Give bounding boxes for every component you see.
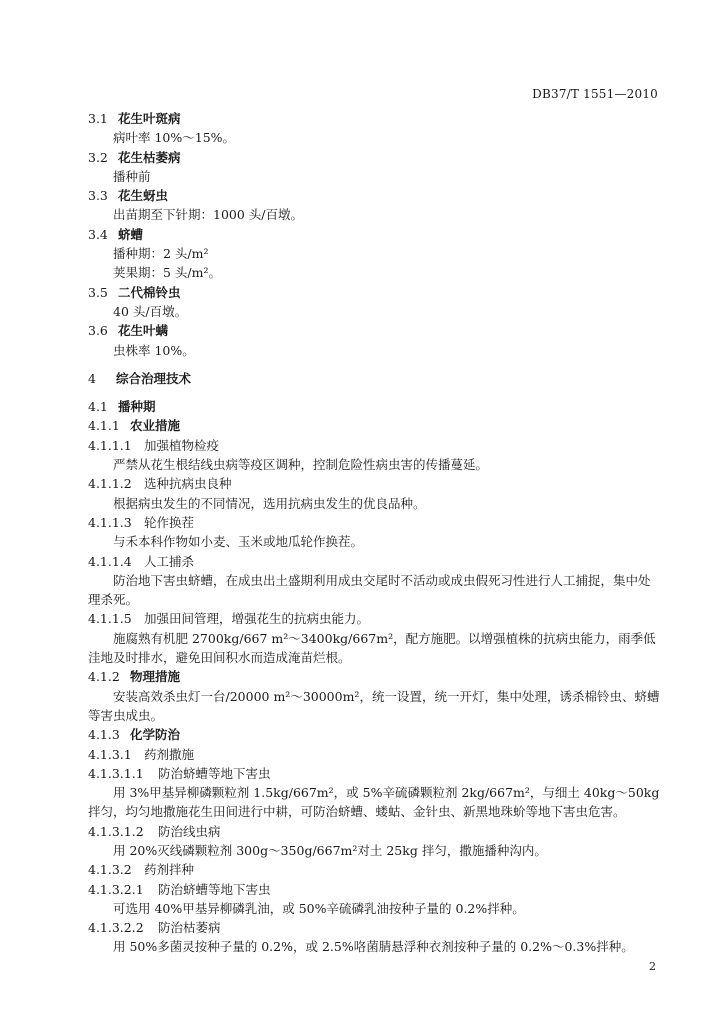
section-heading <box>88 552 660 571</box>
section-title: 药剂拌种 <box>144 862 195 878</box>
section-number: 4.1 <box>88 399 108 415</box>
section-heading <box>88 416 660 435</box>
section-gap <box>88 360 660 369</box>
section-title: 播种期 <box>118 399 156 415</box>
section-heading <box>88 397 660 416</box>
section-number: 3.3 <box>88 188 108 204</box>
section-title: 农业措施 <box>130 418 181 434</box>
section-title: 选种抗病虫良种 <box>144 476 232 492</box>
section-heading <box>88 725 660 744</box>
section-title: 花生叶螨 <box>118 323 169 339</box>
section-heading <box>88 764 660 783</box>
section-number: 4.1.2 <box>88 669 120 685</box>
section-number: 4.1.1.3 <box>88 514 132 530</box>
section-title: 加强田间管理，增强花生的抗病虫能力。 <box>144 611 370 627</box>
body-paragraph: 施腐熟有机肥 2700kg/667 m²～3400kg/667m²，配方施肥。以增强植株的抗病虫能力，雨季低洼地及时排水，避免田间积水而造成淹苗烂根。 <box>88 630 656 666</box>
section-number: 3.1 <box>88 111 108 126</box>
section-title: 人工捕杀 <box>144 553 195 569</box>
body-paragraph: 荚果期：5 头/m²。 <box>113 265 222 281</box>
body-paragraph: 可选用 40%甲基异柳磷乳油，或 50%辛硫磷乳油按种子量的 0.2%拌种。 <box>113 900 525 916</box>
section-heading <box>88 369 660 388</box>
page-number: 2 <box>649 960 656 973</box>
body-paragraph: 根据病虫发生的不同情况，选用抗病虫发生的优良品种。 <box>113 495 426 511</box>
body-paragraph: 40 头/百墩。 <box>113 303 188 319</box>
section-title: 花生蚜虫 <box>118 188 169 204</box>
section-number: 4 <box>88 370 96 386</box>
section-number: 4.1.1.4 <box>88 553 132 569</box>
section-heading <box>88 148 660 167</box>
section-number: 4.1.1.5 <box>88 611 132 627</box>
section-title: 综合治理技术 <box>116 370 192 386</box>
section-heading <box>88 186 660 205</box>
section-number: 4.1.1 <box>88 418 120 434</box>
section-heading <box>88 745 660 764</box>
section-heading <box>88 474 660 493</box>
body-paragraph: 出苗期至下针期：1000 头/百墩。 <box>113 207 303 223</box>
section-number: 4.1.3.2.1 <box>88 881 144 897</box>
section-number: 4.1.1.1 <box>88 437 132 453</box>
section-number: 4.1.3.2 <box>88 862 132 878</box>
section-title: 加强植物检疫 <box>144 437 220 453</box>
section-number: 4.1.3.2.2 <box>88 920 144 936</box>
section-title: 二代棉铃虫 <box>118 284 181 300</box>
section-title: 防治蛴螬等地下害虫 <box>158 881 271 897</box>
section-title: 防治蛴螬等地下害虫 <box>158 765 271 781</box>
section-heading <box>88 918 660 937</box>
section-title: 蛴螬 <box>118 226 144 242</box>
body-paragraph: 用 20%灭线磷颗粒剂 300g～350g/667m²对土 25kg 拌匀，撒施播种沟内。 <box>113 842 547 858</box>
section-heading <box>88 609 660 628</box>
section-heading <box>88 283 660 302</box>
section-number: 4.1.3.1.2 <box>88 823 144 839</box>
document-body <box>88 109 660 957</box>
section-number: 4.1.3.1.1 <box>88 765 144 781</box>
section-number: 4.1.3 <box>88 727 120 743</box>
section-title: 花生叶斑病 <box>118 111 181 126</box>
section-heading <box>88 436 660 455</box>
section-title: 防治枯萎病 <box>158 920 221 936</box>
body-paragraph: 严禁从花生根结线虫病等疫区调种，控制危险性病虫害的传播蔓延。 <box>113 457 489 473</box>
body-paragraph: 安装高效杀虫灯一台/20000 m²～30000m²，统一设置，统一开灯，集中处理，诱杀棉铃虫、蛴螬等害虫成虫。 <box>88 688 660 723</box>
section-title: 花生枯萎病 <box>118 149 181 165</box>
section-heading <box>88 822 660 841</box>
section-number: 4.1.1.2 <box>88 476 132 492</box>
section-title: 化学防治 <box>130 727 181 743</box>
section-number: 3.2 <box>88 149 108 165</box>
section-heading <box>88 225 660 244</box>
section-heading <box>88 860 660 879</box>
body-paragraph: 防治地下害虫蛴螬，在成虫出土盛期利用成虫交尾时不活动或成虫假死习性进行人工捕捉，集中处理杀死。 <box>88 572 651 608</box>
section-heading <box>88 880 660 899</box>
section-heading <box>88 667 660 686</box>
section-title: 物理措施 <box>130 669 181 685</box>
section-number: 4.1.3.1 <box>88 746 132 762</box>
section-heading <box>88 513 660 532</box>
section-heading <box>88 321 660 340</box>
section-gap <box>88 388 660 397</box>
section-title: 防治线虫病 <box>158 823 221 839</box>
section-number: 3.6 <box>88 323 108 339</box>
section-number: 3.5 <box>88 284 108 300</box>
section-heading <box>88 109 660 128</box>
section-title: 药剂撒施 <box>144 746 195 762</box>
body-paragraph: 播种前 <box>113 168 151 184</box>
body-paragraph: 虫株率 10%。 <box>113 342 195 358</box>
body-paragraph: 用 50%多菌灵按种子量的 0.2%，或 2.5%咯菌腈悬浮种衣剂按种子量的 0.2%～0.3%拌种。 <box>113 939 634 955</box>
section-number: 3.4 <box>88 226 108 242</box>
body-paragraph: 播种期：2 头/m² <box>113 246 209 262</box>
section-title: 轮作换茬 <box>144 514 195 530</box>
body-paragraph: 用 3%甲基异柳磷颗粒剂 1.5kg/667m²，或 5%辛硫磷颗粒剂 2kg/667m²，与细土 40kg～50kg 拌匀，均匀地撒施花生田间进行中耕，可防治蛴螬、蝼蛄、金针虫、新黑地珠蚧等地下害虫危害。 <box>88 785 660 820</box>
body-paragraph: 与禾本科作物如小麦、玉米或地瓜轮作换茬。 <box>113 534 364 550</box>
document-code: DB37/T 1551—2010 <box>532 87 658 101</box>
body-paragraph: 病叶率 10%～15%。 <box>113 130 236 146</box>
